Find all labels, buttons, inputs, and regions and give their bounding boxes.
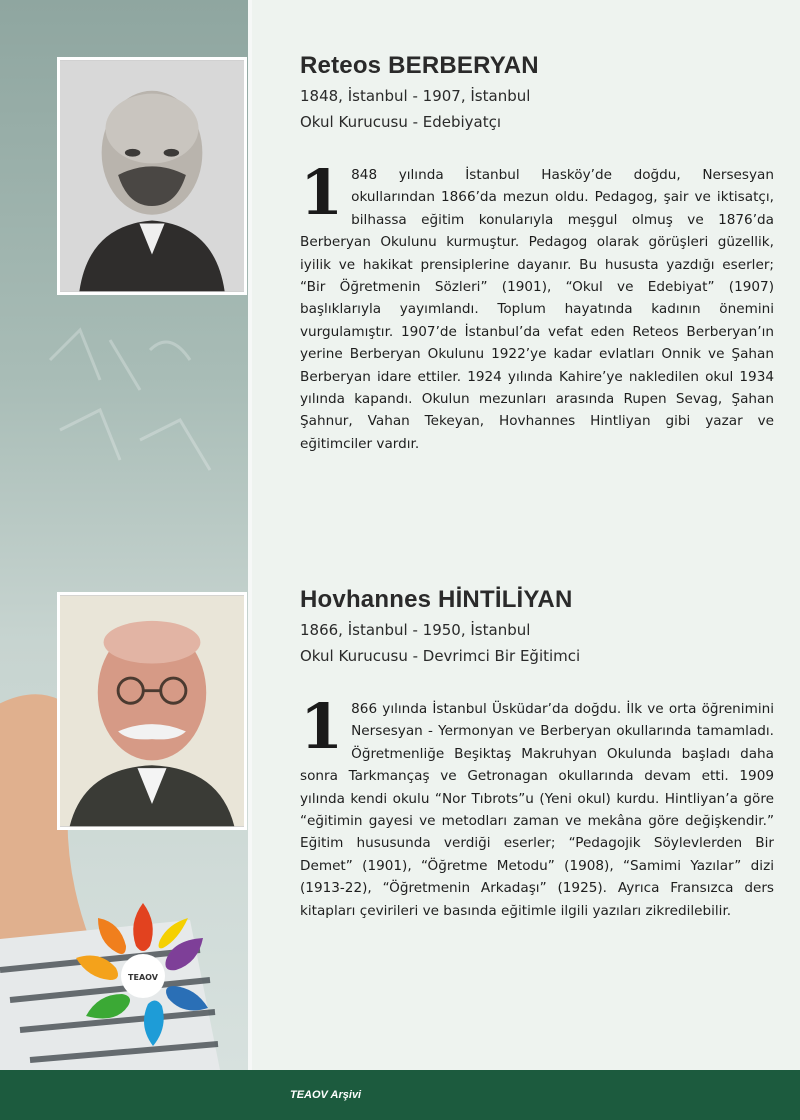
portrait-berberyan-image — [60, 60, 244, 292]
person-life-dates: 1848, İstanbul - 1907, İstanbul — [300, 87, 531, 105]
biography-text: 866 yılında İstanbul Üsküdar’da doğdu. İlk ve orta öğrenimini Nersesyan - Yermonyan ve Berberyan okullarında tamamladı. Öğretmenliğe Beşiktaş Makruhyan Okulunda başladı daha sonra Tarkmançaş ve Getronagan okullarında devam etti. 1909 yılında kendi okulu “Nor Tıbrots”u (Yeni okul) kurdu. Hintliyan’a göre “eğitimin gayesi ve metodları zaman ve mekâna göre değişkendir.” Eğitim hususunda verdiği eserler; “Pedagojik Söylevlerden Bir Demet” (1901), “Öğretme Metodu” (1908), “Samimi Yazılar” dizi (1913-22), “Öğretmenin Arkadaşı” (1925). Ayrıca Fransızca ders kitapları çevirileri ve basında eğitimle ilgili yazıları zikredilebilir. — [300, 701, 774, 919]
person-biography — [300, 690, 774, 922]
chalkboard-scribble — [40, 320, 230, 520]
column-divider — [248, 0, 252, 1070]
person-entry — [300, 586, 774, 922]
portrait-hintiliyan — [57, 592, 247, 830]
person-biography — [300, 156, 774, 455]
person-entry — [300, 52, 774, 455]
footer-bar — [0, 1070, 800, 1120]
drop-cap: 1 — [300, 156, 344, 229]
person-name: Hovhannes HİNTİLİYAN — [300, 586, 573, 613]
biography-text: 848 yılında İstanbul Hasköy’de doğdu, Nersesyan okullarından 1866’da mezun oldu. Pedagog, şair ve iktisatçı, bilhassa eğitim konularıyla meşgul olmuş ve 1876’da Berberyan Okulunu kurmuştur. Pedagog olarak görüşleri güzellik, iyilik ve hakikat prensiplerine dayanır. Bu hususta yazdığı eserler; “Bir Öğretmenin Sözleri” (1901), “Okul ve Edebiyat” (1907) başlıklarıyla yayımlandı. Toplum hayatında kadının önemini vurgulamıştır. 1907’de İstanbul’da vefat eden Reteos Berberyan’ın yerine Berberyan Okulunu 1922’ye kadar evlatları Onnik ve Şahan Berberyan idare ettiler. 1924 yılında Kahire’ye nakledilen okul 1934 yılında kapandı. Okulun mezunları arasında Rupen Sevag, Şahan Şahnur, Vahan Tekeyan, Hovhannes Hintliyan gibi yazar ve eğitimciler vardır. — [300, 167, 774, 452]
footer-archive-label: TEAOV Arşivi — [290, 1089, 362, 1101]
person-life-dates: 1866, İstanbul - 1950, İstanbul — [300, 621, 531, 639]
person-name: Reteos BERBERYAN — [300, 52, 539, 79]
person-role: Okul Kurucusu - Devrimci Bir Eğitimci — [300, 647, 581, 665]
drop-cap: 1 — [300, 690, 344, 763]
teaov-flower-logo — [68, 898, 218, 1048]
person-role: Okul Kurucusu - Edebiyatçı — [300, 113, 502, 131]
portrait-berberyan — [57, 57, 247, 295]
portrait-hintiliyan-image — [60, 595, 244, 827]
logo-text: TEAOV — [128, 973, 158, 982]
